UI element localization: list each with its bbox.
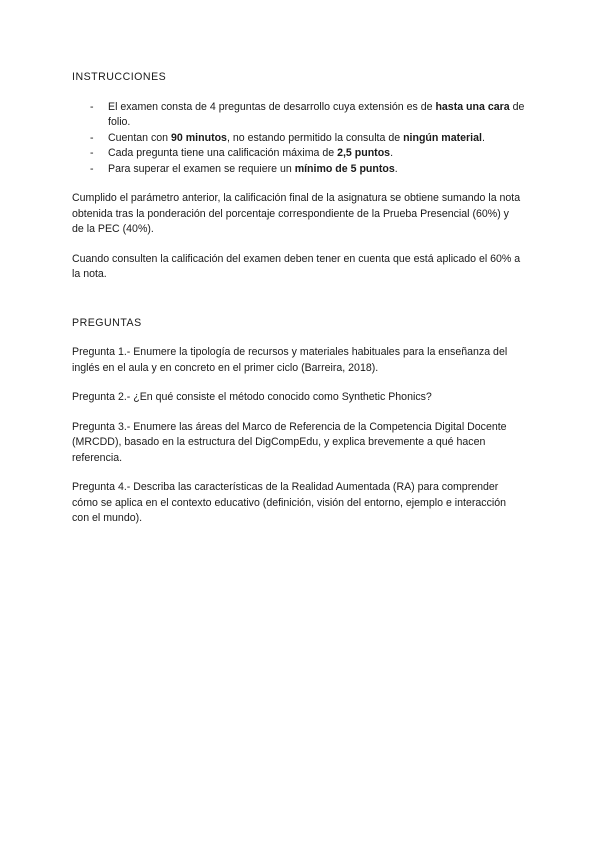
instruction-item-extension [72,100,538,131]
grading-paragraph: Cumplido el parámetro anterior, la calificación final de la asignatura se obtiene sumando la nota obtenida tras la ponderación del porcentaje correspondiente de la Prueba Presencial (60%) y de la PEC (40%). [72,192,521,235]
document-page [72,70,532,527]
question-3: Pregunta 3.- Enumere las áreas del Marco de Referencia de la Competencia Digital Docente (MRCDD), basado en la estructura del DigCompEdu, y explica brevemente a qué hacen referencia. [72,420,507,464]
instruction-text: . [390,147,394,159]
instruction-emphasis: hasta una cara [435,100,510,113]
instruction-text: Cada pregunta tiene una calificación máxima de [108,147,338,159]
instruction-text: Para superar el examen se requiere un [108,162,295,175]
instruction-item-time [72,131,538,147]
question-1: Pregunta 1.- Enumere la tipología de recursos y materiales habituales para la enseñanza del inglés en el aula y en concreto en el primer ciclo (Barreira, 2018). [72,346,508,374]
instruction-text: Cuentan con [108,131,172,144]
questions-heading: PREGUNTAS [72,316,142,329]
instruction-emphasis: 2,5 puntos [337,147,391,159]
list-bullet: - [90,100,94,113]
grading-note-paragraph: Cuando consulten la calificación del examen deben tener en cuenta que está aplicado el 60% a la nota. [72,252,521,280]
instruction-emphasis: mínimo de 5 puntos [294,162,395,175]
list-bullet: - [90,131,94,144]
question-2: Pregunta 2.- ¿En qué consiste el método conocido como Synthetic Phonics? [72,391,432,403]
list-bullet: - [90,162,94,175]
instruction-item-pass [72,162,538,178]
instruction-text: , no estando permitido la consulta de [226,131,404,144]
instruction-text: . [394,162,398,175]
question-4: Pregunta 4.- Describa las características de la Realidad Aumentada (RA) para comprender cómo se aplica en el contexto educativo (definición, visión del entorno, ejemplo e interacción con el mundo). [72,481,507,524]
instruction-emphasis: 90 minutos [171,131,227,144]
instruction-text: . [481,131,485,144]
instructions-list [72,100,532,178]
list-bullet: - [90,147,94,159]
instruction-item-score [72,146,538,162]
instruction-emphasis: ningún material [403,131,482,144]
instruction-text: de folio. [108,100,525,128]
instruction-text: El examen consta de 4 preguntas de desarrollo cuya extensión es de [108,100,436,113]
instructions-heading: INSTRUCCIONES [72,71,167,83]
